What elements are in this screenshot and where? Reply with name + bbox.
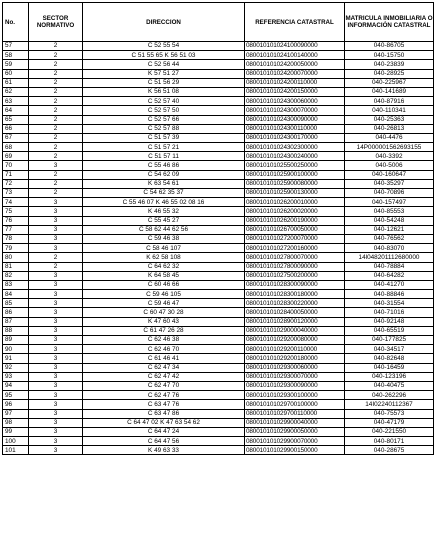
- table-row: [3, 244, 434, 253]
- cell-direccion: K 56 51 08: [83, 87, 245, 96]
- cell-referencia: 080010101028300180000: [245, 290, 345, 299]
- cell-matricula: 14l048201112680000: [345, 253, 434, 262]
- table-row: [3, 106, 434, 115]
- cell-no: 80: [3, 253, 29, 262]
- cell-sector: 3: [29, 308, 83, 317]
- table-row: [3, 115, 434, 124]
- cell-no: 67: [3, 133, 29, 142]
- cell-no: 57: [3, 42, 29, 51]
- cell-matricula: 040-5006: [345, 161, 434, 170]
- cell-direccion: C 62 47 42: [83, 372, 245, 381]
- header-matricula: MATRICULA INMOBILIARIA O INFORMACIÓN CATASTRAL: [345, 3, 434, 42]
- cell-no: 86: [3, 308, 29, 317]
- table-row: [3, 271, 434, 280]
- cell-direccion: C 55 46 86: [83, 161, 245, 170]
- cell-referencia: 080010101029900150000: [245, 446, 345, 455]
- cell-referencia: 080010101028900120000: [245, 317, 345, 326]
- table-row: [3, 446, 434, 455]
- cell-no: 66: [3, 124, 29, 133]
- cell-referencia: 080010101027200070000: [245, 234, 345, 243]
- cell-no: 58: [3, 51, 29, 60]
- cell-sector: 2: [29, 78, 83, 87]
- cell-matricula: 040-88846: [345, 290, 434, 299]
- cell-referencia: 080010101024100090000: [245, 42, 345, 51]
- cell-referencia: 080010101027800070000: [245, 253, 345, 262]
- cell-no: 74: [3, 198, 29, 207]
- cell-sector: 3: [29, 161, 83, 170]
- table-row: [3, 51, 434, 60]
- cell-referencia: 080010101029700100000: [245, 400, 345, 409]
- cell-referencia: 080010101029300070000: [245, 372, 345, 381]
- cell-direccion: K 46 55 32: [83, 207, 245, 216]
- table-row: [3, 308, 434, 317]
- cell-sector: 3: [29, 336, 83, 345]
- table-row: [3, 317, 434, 326]
- cell-sector: 3: [29, 299, 83, 308]
- cell-direccion: C 51 56 29: [83, 78, 245, 87]
- cell-referencia: 080010101029900050000: [245, 427, 345, 436]
- cell-no: 84: [3, 290, 29, 299]
- cell-sector: 2: [29, 69, 83, 78]
- table-row: [3, 400, 434, 409]
- table-row: [3, 409, 434, 418]
- table-row: [3, 225, 434, 234]
- cell-direccion: C 52 57 40: [83, 97, 245, 106]
- cell-no: 64: [3, 106, 29, 115]
- cell-referencia: 080010101025900080000: [245, 179, 345, 188]
- cell-referencia: 080010101024302300000: [245, 143, 345, 152]
- cell-sector: 2: [29, 124, 83, 133]
- cell-direccion: C 55 46 07 K 46 55 02 08 16: [83, 198, 245, 207]
- cell-direccion: C 52 55 54: [83, 42, 245, 51]
- cell-direccion: C 60 47 30 28: [83, 308, 245, 317]
- cell-referencia: 080010101027500200000: [245, 271, 345, 280]
- table-row: [3, 170, 434, 179]
- cell-direccion: C 64 47 02 K 47 63 54 62: [83, 418, 245, 427]
- cell-no: 96: [3, 400, 29, 409]
- cell-matricula: 040-3392: [345, 152, 434, 161]
- table-row: [3, 336, 434, 345]
- cell-matricula: 040-26813: [345, 124, 434, 133]
- table-row: [3, 262, 434, 271]
- cell-sector: 3: [29, 437, 83, 446]
- cell-sector: 2: [29, 133, 83, 142]
- cell-matricula: 040-86705: [345, 42, 434, 51]
- cell-direccion: C 59 46 38: [83, 234, 245, 243]
- cell-referencia: 080010101024300240000: [245, 152, 345, 161]
- table-row: [3, 418, 434, 427]
- cell-matricula: 040-87916: [345, 97, 434, 106]
- cell-sector: 3: [29, 381, 83, 390]
- table-row: [3, 381, 434, 390]
- cell-matricula: 040-85553: [345, 207, 434, 216]
- cell-no: 101: [3, 446, 29, 455]
- cell-matricula: 040-16459: [345, 363, 434, 372]
- table-row: [3, 78, 434, 87]
- table-row: [3, 161, 434, 170]
- cell-sector: 2: [29, 42, 83, 51]
- cell-no: 73: [3, 189, 29, 198]
- cell-direccion: C 62 47 70: [83, 381, 245, 390]
- cell-referencia: 080010101029200080000: [245, 336, 345, 345]
- cell-direccion: K 47 60 43: [83, 317, 245, 326]
- cell-matricula: 040-76562: [345, 234, 434, 243]
- cell-referencia: 080010101024200050000: [245, 60, 345, 69]
- property-table: [2, 2, 434, 455]
- cell-direccion: K 62 58 108: [83, 253, 245, 262]
- cell-sector: 2: [29, 179, 83, 188]
- cell-matricula: 040-25363: [345, 115, 434, 124]
- table-row: [3, 69, 434, 78]
- cell-direccion: C 64 47 24: [83, 427, 245, 436]
- cell-sector: 2: [29, 51, 83, 60]
- cell-direccion: C 64 62 32: [83, 262, 245, 271]
- table-header: [3, 3, 434, 42]
- cell-matricula: 040-23839: [345, 60, 434, 69]
- cell-sector: 3: [29, 409, 83, 418]
- cell-direccion: C 63 47 86: [83, 409, 245, 418]
- cell-referencia: 080010101026200190000: [245, 216, 345, 225]
- table-row: [3, 97, 434, 106]
- cell-referencia: 080010101024300060000: [245, 97, 345, 106]
- cell-direccion: C 51 57 21: [83, 143, 245, 152]
- cell-matricula: 040-80171: [345, 437, 434, 446]
- cell-no: 90: [3, 345, 29, 354]
- cell-referencia: 080010101027800090000: [245, 262, 345, 271]
- cell-direccion: C 52 57 88: [83, 124, 245, 133]
- cell-direccion: C 55 45 27: [83, 216, 245, 225]
- cell-sector: 2: [29, 262, 83, 271]
- cell-matricula: 14I02240112367: [345, 400, 434, 409]
- cell-no: 93: [3, 372, 29, 381]
- cell-matricula: 040-34517: [345, 345, 434, 354]
- cell-no: 97: [3, 409, 29, 418]
- cell-no: 60: [3, 69, 29, 78]
- cell-direccion: C 62 46 38: [83, 336, 245, 345]
- cell-referencia: 080010101024200150000: [245, 87, 345, 96]
- cell-direccion: K 63 54 61: [83, 179, 245, 188]
- cell-sector: 3: [29, 326, 83, 335]
- cell-sector: 2: [29, 189, 83, 198]
- cell-matricula: 040-221550: [345, 427, 434, 436]
- cell-referencia: 080010101029300060000: [245, 363, 345, 372]
- table-row: [3, 207, 434, 216]
- cell-sector: 2: [29, 143, 83, 152]
- table-row: [3, 290, 434, 299]
- cell-no: 82: [3, 271, 29, 280]
- table-row: [3, 189, 434, 198]
- cell-sector: 2: [29, 115, 83, 124]
- cell-sector: 3: [29, 216, 83, 225]
- cell-referencia: 080010101024300090000: [245, 115, 345, 124]
- cell-no: 87: [3, 317, 29, 326]
- table-row: [3, 234, 434, 243]
- cell-direccion: C 52 57 50: [83, 106, 245, 115]
- cell-referencia: 080010101024300170000: [245, 133, 345, 142]
- cell-direccion: K 57 51 27: [83, 69, 245, 78]
- cell-referencia: 080010101025900100000: [245, 170, 345, 179]
- cell-no: 89: [3, 336, 29, 345]
- cell-sector: 3: [29, 354, 83, 363]
- cell-matricula: 040-40475: [345, 381, 434, 390]
- cell-no: 78: [3, 234, 29, 243]
- cell-matricula: 040-157497: [345, 198, 434, 207]
- table-row: [3, 345, 434, 354]
- table-row: [3, 391, 434, 400]
- cell-matricula: 040-31554: [345, 299, 434, 308]
- property-table-sheet: [2, 2, 433, 534]
- cell-matricula: 040-47179: [345, 418, 434, 427]
- cell-direccion: C 59 46 105: [83, 290, 245, 299]
- cell-direccion: C 58 46 107: [83, 244, 245, 253]
- cell-direccion: C 51 55 65 K 56 51 03: [83, 51, 245, 60]
- cell-no: 68: [3, 143, 29, 152]
- cell-direccion: C 54 62 09: [83, 170, 245, 179]
- cell-matricula: 040-35297: [345, 179, 434, 188]
- table-row: [3, 216, 434, 225]
- cell-matricula: 040-28925: [345, 69, 434, 78]
- cell-matricula: 040-110341: [345, 106, 434, 115]
- table-row: [3, 124, 434, 133]
- cell-direccion: C 63 47 76: [83, 400, 245, 409]
- header-row: [3, 3, 434, 42]
- cell-matricula: 040-92148: [345, 317, 434, 326]
- cell-sector: 3: [29, 345, 83, 354]
- cell-direccion: C 52 57 66: [83, 115, 245, 124]
- cell-matricula: 040-64282: [345, 271, 434, 280]
- table-row: [3, 363, 434, 372]
- cell-direccion: K 64 58 45: [83, 271, 245, 280]
- cell-no: 61: [3, 78, 29, 87]
- cell-sector: 3: [29, 446, 83, 455]
- table-row: [3, 60, 434, 69]
- table-row: [3, 253, 434, 262]
- cell-referencia: 080010101029200180000: [245, 354, 345, 363]
- cell-sector: 3: [29, 198, 83, 207]
- header-sector: SECTOR NORMATIVO: [29, 3, 83, 42]
- cell-no: 99: [3, 427, 29, 436]
- cell-direccion: C 62 46 70: [83, 345, 245, 354]
- table-row: [3, 42, 434, 51]
- cell-no: 63: [3, 97, 29, 106]
- cell-referencia: 080010101026700050000: [245, 225, 345, 234]
- cell-direccion: C 62 47 34: [83, 363, 245, 372]
- cell-matricula: 040-123196: [345, 372, 434, 381]
- cell-matricula: 040-75573: [345, 409, 434, 418]
- cell-no: 81: [3, 262, 29, 271]
- cell-referencia: 080010101029900070000: [245, 437, 345, 446]
- cell-matricula: 040-160647: [345, 170, 434, 179]
- cell-sector: 3: [29, 372, 83, 381]
- cell-no: 83: [3, 280, 29, 289]
- cell-no: 65: [3, 115, 29, 124]
- header-no: No.: [3, 3, 29, 42]
- table-row: [3, 437, 434, 446]
- cell-no: 76: [3, 216, 29, 225]
- table-row: [3, 152, 434, 161]
- cell-referencia: 080010101024100140000: [245, 51, 345, 60]
- table-row: [3, 143, 434, 152]
- cell-sector: 2: [29, 106, 83, 115]
- cell-matricula: 040-71016: [345, 308, 434, 317]
- cell-sector: 3: [29, 207, 83, 216]
- cell-sector: 3: [29, 427, 83, 436]
- cell-no: 59: [3, 60, 29, 69]
- table-row: [3, 372, 434, 381]
- table-row: [3, 87, 434, 96]
- cell-no: 75: [3, 207, 29, 216]
- cell-sector: 2: [29, 152, 83, 161]
- cell-sector: 3: [29, 317, 83, 326]
- cell-matricula: 040-141689: [345, 87, 434, 96]
- cell-matricula: 040-225967: [345, 78, 434, 87]
- cell-no: 88: [3, 326, 29, 335]
- cell-referencia: 080010101028300090000: [245, 280, 345, 289]
- cell-sector: 2: [29, 87, 83, 96]
- cell-direccion: C 54 62 35 37: [83, 189, 245, 198]
- cell-sector: 3: [29, 391, 83, 400]
- cell-sector: 2: [29, 97, 83, 106]
- cell-matricula: 040-262296: [345, 391, 434, 400]
- cell-direccion: C 61 47 26 28: [83, 326, 245, 335]
- cell-matricula: 040-82648: [345, 354, 434, 363]
- cell-no: 91: [3, 354, 29, 363]
- cell-sector: 3: [29, 400, 83, 409]
- cell-no: 69: [3, 152, 29, 161]
- cell-no: 95: [3, 391, 29, 400]
- cell-referencia: 080010101029200110000: [245, 345, 345, 354]
- cell-referencia: 080010101029900040000: [245, 418, 345, 427]
- cell-referencia: 080010101026200010000: [245, 198, 345, 207]
- cell-matricula: 040-65519: [345, 326, 434, 335]
- table-row: [3, 354, 434, 363]
- cell-referencia: 080010101029300100000: [245, 391, 345, 400]
- table-row: [3, 198, 434, 207]
- cell-sector: 3: [29, 363, 83, 372]
- cell-sector: 3: [29, 271, 83, 280]
- cell-matricula: 040-28675: [345, 446, 434, 455]
- cell-referencia: 080010101024200070000: [245, 69, 345, 78]
- cell-matricula: 040-12621: [345, 225, 434, 234]
- table-row: [3, 427, 434, 436]
- table-row: [3, 280, 434, 289]
- cell-no: 94: [3, 381, 29, 390]
- cell-direccion: C 52 56 44: [83, 60, 245, 69]
- cell-sector: 3: [29, 225, 83, 234]
- table-row: [3, 133, 434, 142]
- cell-referencia: 080010101027200160000: [245, 244, 345, 253]
- table-body: [3, 42, 434, 455]
- cell-referencia: 080010101024300070000: [245, 106, 345, 115]
- cell-no: 79: [3, 244, 29, 253]
- cell-direccion: C 51 57 39: [83, 133, 245, 142]
- cell-sector: 2: [29, 253, 83, 262]
- cell-referencia: 080010101025500250000: [245, 161, 345, 170]
- cell-no: 92: [3, 363, 29, 372]
- cell-no: 85: [3, 299, 29, 308]
- cell-direccion: C 60 46 66: [83, 280, 245, 289]
- cell-matricula: 040-15750: [345, 51, 434, 60]
- cell-direccion: C 51 57 11: [83, 152, 245, 161]
- cell-sector: 3: [29, 290, 83, 299]
- cell-referencia: 080010101029700110000: [245, 409, 345, 418]
- cell-matricula: 040-70896: [345, 189, 434, 198]
- cell-no: 70: [3, 161, 29, 170]
- header-referencia: REFERENCIA CATASTRAL: [245, 3, 345, 42]
- cell-sector: 2: [29, 170, 83, 179]
- cell-no: 62: [3, 87, 29, 96]
- table-row: [3, 326, 434, 335]
- cell-referencia: 080010101028400050000: [245, 308, 345, 317]
- cell-referencia: 080010101029300090000: [245, 381, 345, 390]
- cell-sector: 3: [29, 234, 83, 243]
- table-row: [3, 179, 434, 188]
- table-row: [3, 299, 434, 308]
- cell-referencia: 080010101026200020000: [245, 207, 345, 216]
- cell-matricula: 040-83070: [345, 244, 434, 253]
- cell-matricula: 040-177825: [345, 336, 434, 345]
- cell-matricula: 040-54248: [345, 216, 434, 225]
- cell-sector: 3: [29, 418, 83, 427]
- cell-matricula: 040-41270: [345, 280, 434, 289]
- cell-direccion: C 59 46 47: [83, 299, 245, 308]
- cell-direccion: K 49 63 33: [83, 446, 245, 455]
- cell-referencia: 080010101028300220000: [245, 299, 345, 308]
- cell-referencia: 080010101029000040000: [245, 326, 345, 335]
- cell-matricula: 040-4476: [345, 133, 434, 142]
- cell-no: 71: [3, 170, 29, 179]
- cell-sector: 3: [29, 280, 83, 289]
- cell-matricula: 14P000001562693155: [345, 143, 434, 152]
- cell-sector: 3: [29, 244, 83, 253]
- cell-no: 77: [3, 225, 29, 234]
- cell-referencia: 080010101024200110000: [245, 78, 345, 87]
- cell-sector: 2: [29, 60, 83, 69]
- cell-no: 100: [3, 437, 29, 446]
- cell-no: 98: [3, 418, 29, 427]
- cell-direccion: C 62 47 76: [83, 391, 245, 400]
- cell-direccion: C 61 46 41: [83, 354, 245, 363]
- cell-referencia: 080010101024300110000: [245, 124, 345, 133]
- cell-matricula: 040-78884: [345, 262, 434, 271]
- cell-direccion: C 64 47 56: [83, 437, 245, 446]
- cell-referencia: 080010101025900130000: [245, 189, 345, 198]
- header-direccion: DIRECCION: [83, 3, 245, 42]
- cell-no: 72: [3, 179, 29, 188]
- cell-direccion: C 58 62 44 62 56: [83, 225, 245, 234]
